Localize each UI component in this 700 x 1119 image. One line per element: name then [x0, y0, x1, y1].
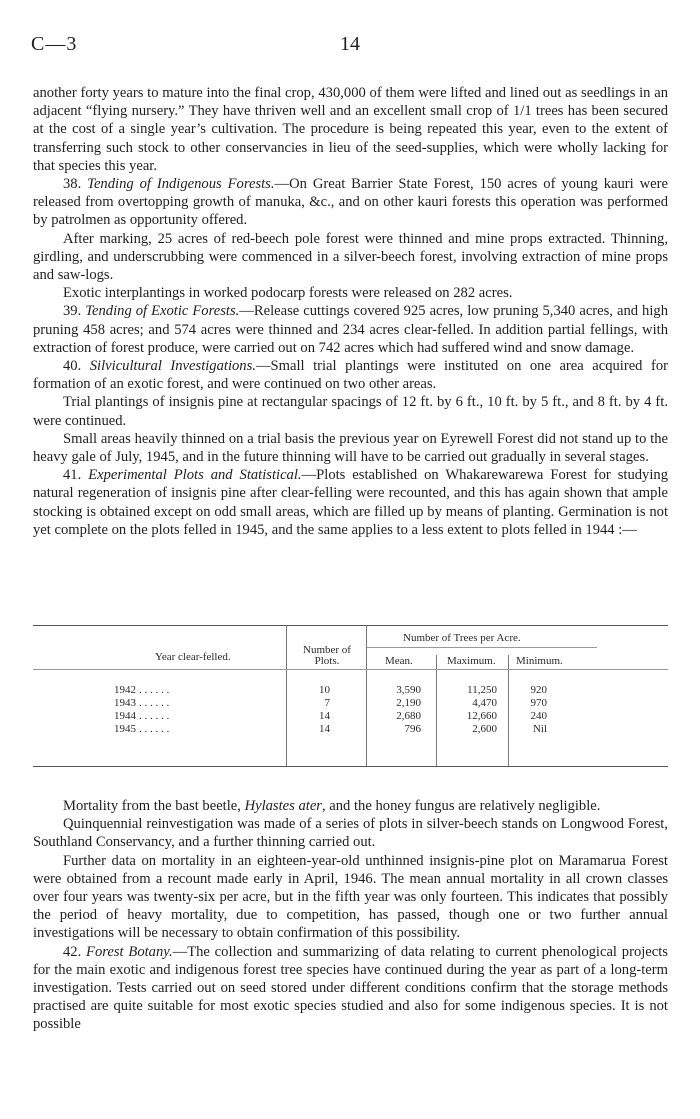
series-reference: C—3 — [31, 33, 78, 55]
paragraph-text: Mortality from the bast beetle, — [63, 798, 245, 814]
section-text: —Release cuttings covered 925 acres, low pruning 5,340 acres, and high pruning 458 acres; and 574 acres were thinned and 234 acres clear-felled. In addition partial fellings, with extraction of forest produce, were carried out on 742 acres which had suffered wind and snow damage. — [33, 303, 668, 356]
table-row-max: 12,660 — [466, 710, 497, 722]
body-text-top — [33, 84, 668, 539]
species-name: Hylastes ater — [244, 798, 322, 814]
section-text: —On Great Barrier State Forest, 150 acres of young kauri were released from overtopping growth of manuka, &c., and on other kauri forests this operation was performed by patrolmen as opportunity offered. — [33, 176, 668, 229]
header-trees-per-acre: Number of Trees per Acre. — [403, 632, 521, 644]
section-text: —Plots established on Whakarewarewa Forest for studying natural regeneration of insignis pine after clear-felling were recounted, and this has again shown that ample stocking is obtained except on odd small areas, which are filled up by means of planting. Germination is not yet complete on the plots felled in 1945, and the same applies to a less extent to plots felled in 1944 :— — [33, 467, 668, 538]
group-header-rule — [367, 647, 597, 648]
table-row-year: 1942 — [114, 684, 136, 696]
table-row-plots: 10 — [319, 684, 330, 696]
table-row-leader: . . . . . . — [139, 697, 170, 709]
table-row-plots: 14 — [319, 723, 330, 735]
paragraph-text: , and the honey fungus are relatively negligible. — [321, 798, 601, 814]
table-row-year: 1945 — [114, 723, 136, 735]
table-row-leader: . . . . . . — [139, 684, 170, 696]
body-text-bottom — [33, 797, 668, 1034]
section-heading: Tending of Indigenous Forests. — [87, 176, 275, 193]
table-row-min: 970 — [530, 697, 547, 709]
table-row-leader: . . . . . . — [139, 710, 170, 722]
section-number: 42. — [63, 943, 87, 960]
section-heading: Silvicultural Investigations. — [89, 358, 256, 375]
header-maximum: Maximum. — [447, 655, 496, 667]
header-number-of-plots: Number of Plots. — [303, 644, 351, 667]
paragraph: Exotic interplantings in worked podocarp forests were released on 282 acres. — [63, 285, 513, 302]
section-heading: Tending of Exotic Forests. — [85, 303, 240, 320]
table-row-plots: 7 — [324, 697, 330, 709]
section-number: 40. — [63, 358, 90, 375]
table-row-max: 11,250 — [467, 684, 497, 696]
section-heading: Experimental Plots and Statistical. — [88, 467, 302, 484]
paragraph-continued: another forty years to mature into the final crop, 430,000 of them were lifted and lined out as seedlings in an adjacent “flying nursery.” They have thriven well and an excellent small crop of 1/1 trees has been secured at the cost of a single year’s cultivation. The procedure is being repeated this year, even to the extent of transferring such stock to other conservancies in lieu of the seed-supplies, which were wholly lacking for that species this year. — [33, 85, 668, 174]
paragraph: Trial plantings of insignis pine at rectangular spacings of 12 ft. by 6 ft., 10 ft. by 5 ft., and 8 ft. by 4 ft. were continued. — [33, 394, 668, 429]
table-top-rule — [33, 625, 668, 626]
paragraph-41 — [33, 466, 668, 539]
section-text: —The collection and summarizing of data relating to current phenological projects for the main exotic and indigenous forest tree species have continued during the year as part of a long-term investigation. Tests carried out on seed stored under different conditions confirm that the storage methods practised are quite suitable for most exotic species studied and also for some indigenous species. It is not possible — [33, 943, 668, 1033]
table-row-max: 2,600 — [472, 723, 497, 735]
paragraph-39 — [33, 302, 668, 357]
paragraph-mortality — [33, 797, 668, 815]
table-row-max: 4,470 — [472, 697, 497, 709]
table-row-min: Nil — [532, 723, 547, 735]
section-heading: Forest Botany. — [86, 943, 173, 960]
table-row-mean: 2,680 — [396, 710, 421, 722]
table-row-mean: 796 — [404, 723, 421, 735]
table-divider — [286, 625, 287, 766]
table-row-mean: 2,190 — [396, 697, 421, 709]
paragraph: Quinquennial reinvestigation was made of a series of plots in silver-beech stands on Longwood Forest, Southland Conservancy, and a further thinning carried out. — [33, 816, 668, 851]
section-text: —Small trial plantings were instituted on one area acquired for formation of an exotic forest, and were continued on two other areas. — [33, 358, 668, 393]
table-row-year: 1944 — [114, 710, 136, 722]
table-row-min: 920 — [530, 684, 547, 696]
paragraph: After marking, 25 acres of red-beech pole forest were thinned and mine props extracted. Thinning, girdling, and underscrubbing were commenced in a silver-beech forest, involving extraction of mine props and saw-logs. — [33, 230, 668, 284]
header-bottom-rule — [33, 669, 668, 670]
paragraph-42 — [33, 943, 668, 1034]
paragraph: Further data on mortality in an eighteen-year-old unthinned insignis-pine plot on Maramarua Forest were obtained from a recount made early in April, 1946. The mean annual mortality in all crown classes over four years was twenty-six per acre, but in the fifth year was only fourteen. This indicates that possibly the period of heavy mortality, due to competition, has passed, though one or two further annual investigations will be necessary to obtain confirmation of this possibility. — [33, 852, 668, 942]
section-number: 39. — [63, 303, 86, 320]
paragraph: Small areas heavily thinned on a trial basis the previous year on Eyrewell Forest did not stand up to the heavy gale of July, 1945, and in the future thinning will have to be carried out gradually in several stages. — [33, 430, 668, 466]
table-row-mean: 3,590 — [396, 684, 421, 696]
section-number: 38. — [63, 176, 88, 193]
paragraph-38 — [33, 175, 668, 230]
header-mean: Mean. — [385, 655, 413, 667]
table-bottom-rule — [33, 766, 668, 767]
table-row-plots: 14 — [319, 710, 330, 722]
table-row-year: 1943 — [114, 697, 136, 709]
page-number: 14 — [340, 33, 360, 55]
table-row-min: 240 — [530, 710, 547, 722]
header-minimum: Minimum. — [516, 655, 563, 667]
section-number: 41. — [63, 467, 89, 484]
paragraph-40 — [33, 357, 668, 393]
table-row-leader: . . . . . . — [139, 723, 170, 735]
header-year-clear-felled: Year clear-felled. — [155, 651, 231, 663]
